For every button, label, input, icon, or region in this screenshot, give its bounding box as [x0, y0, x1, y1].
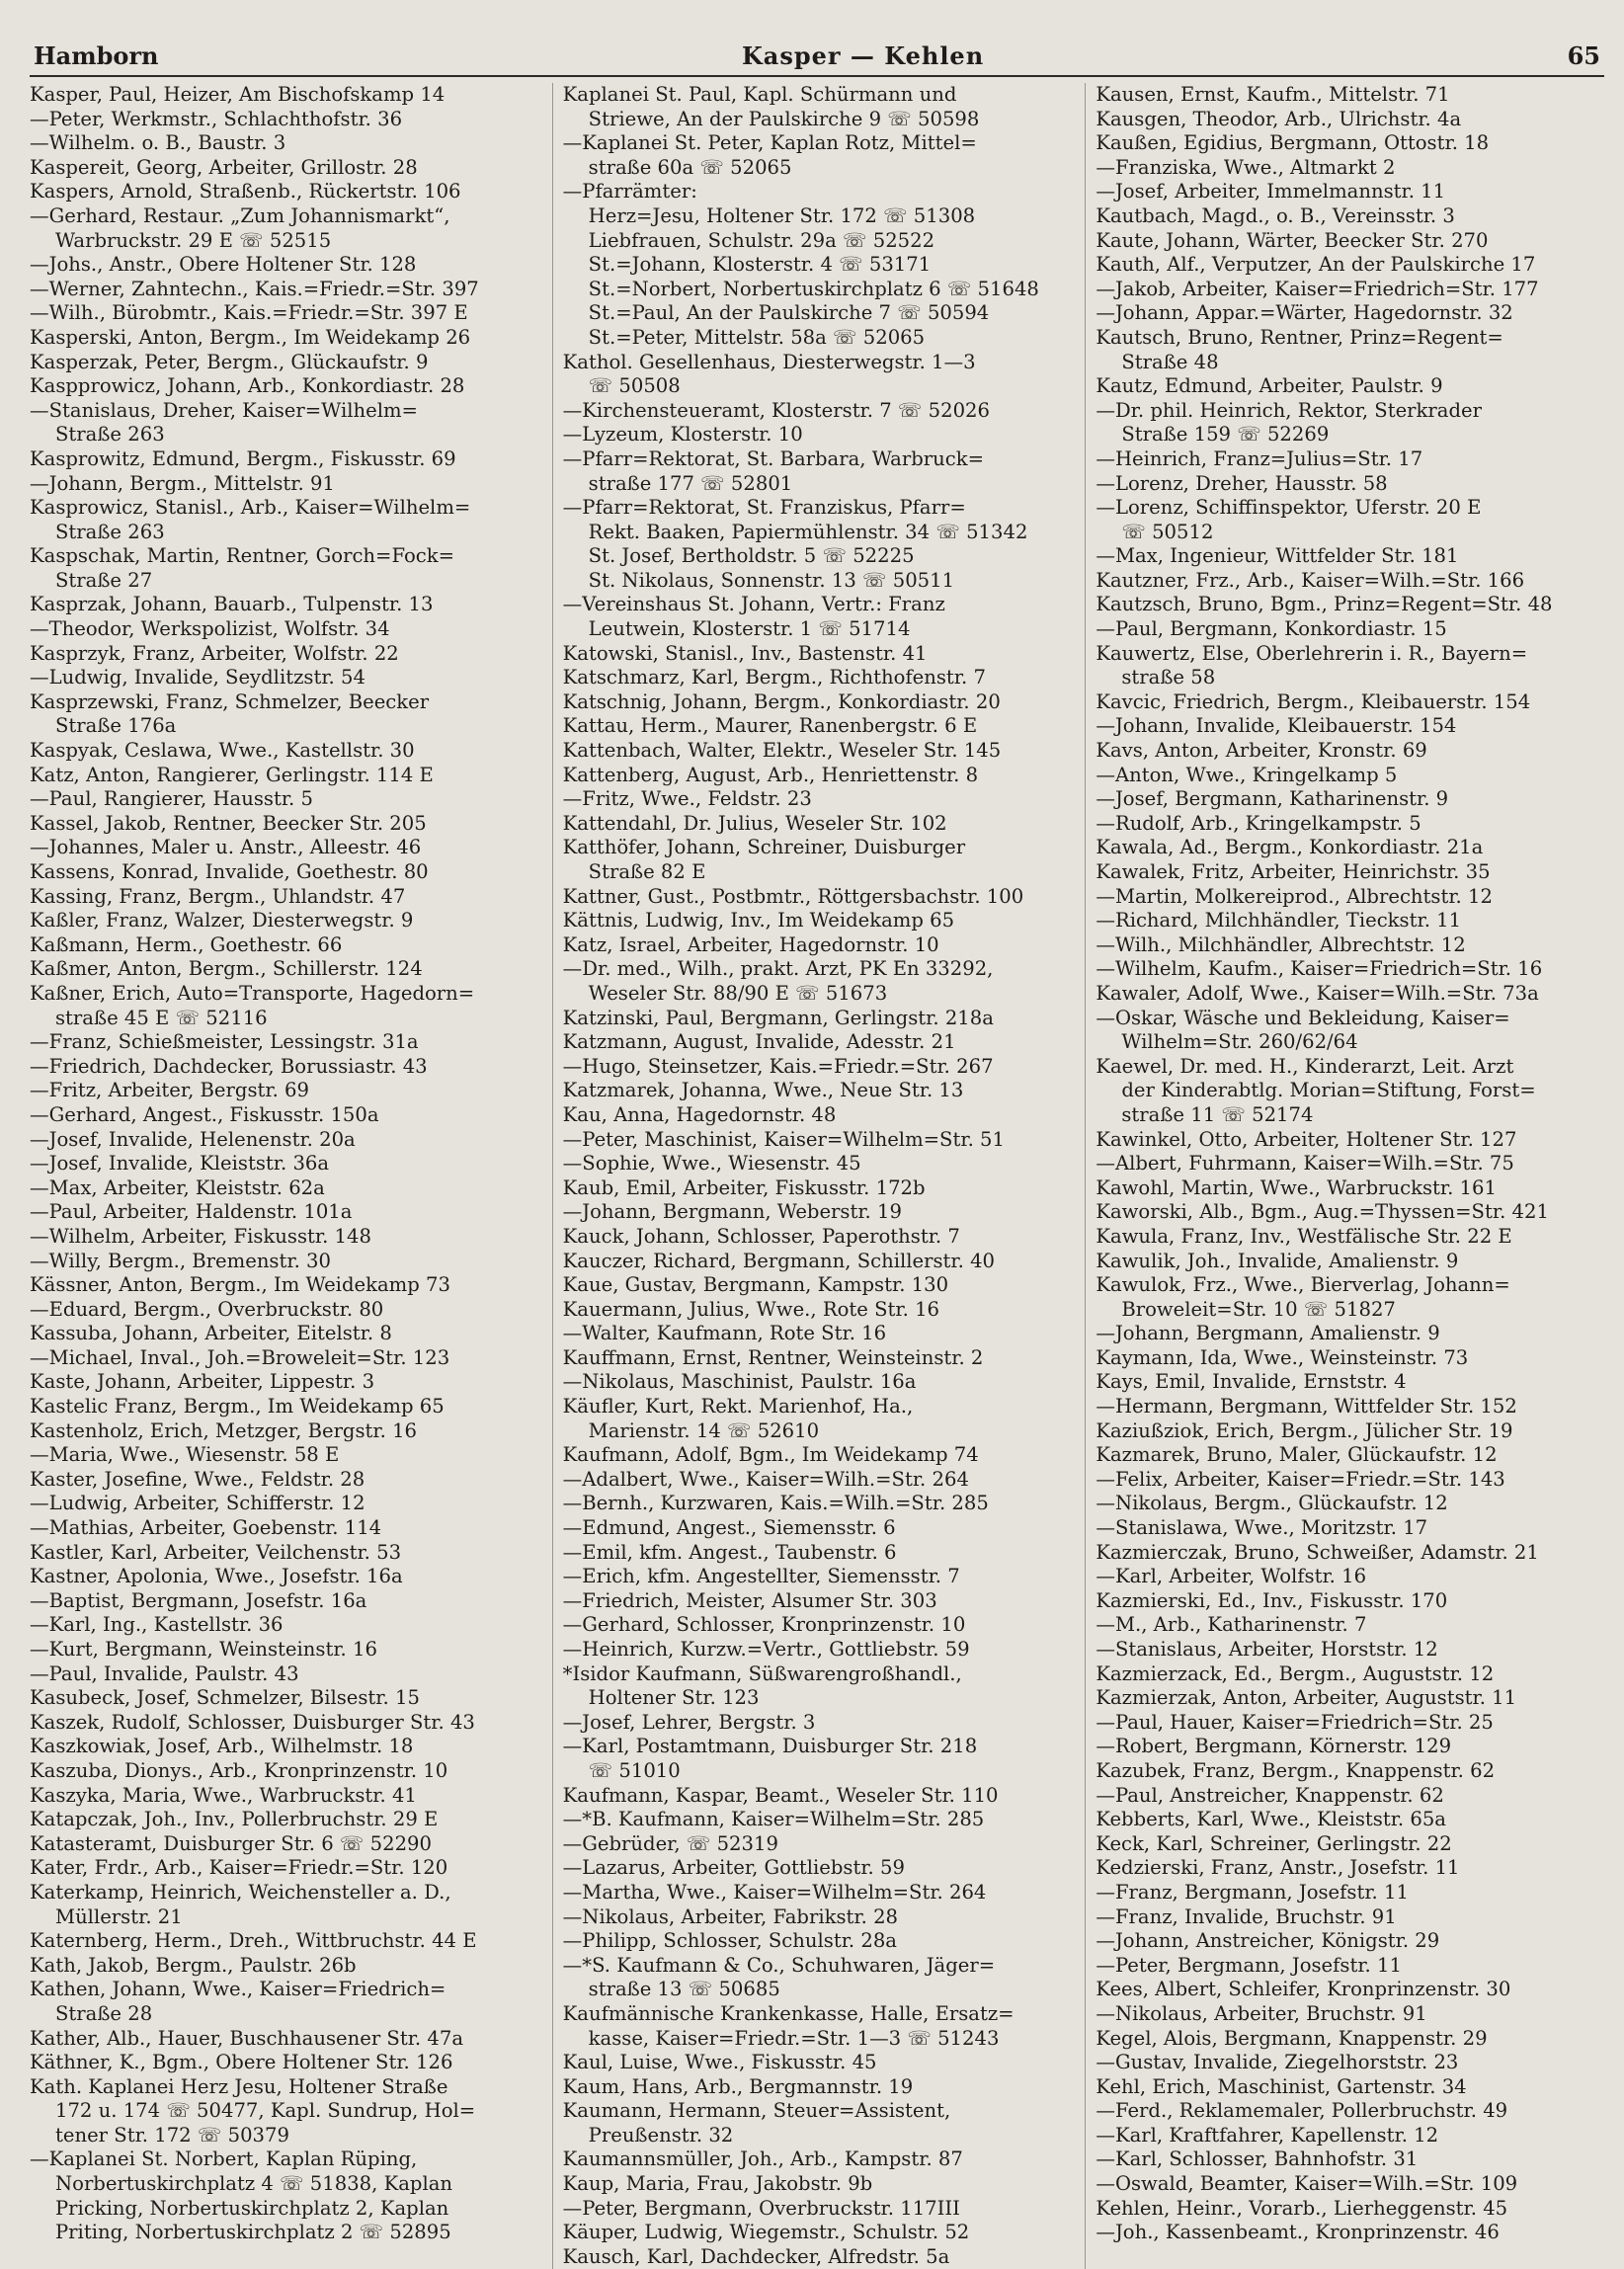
directory-entry-line: Weseler Str. 88/90 E ☏ 51673 [588, 981, 888, 1005]
directory-entry-line: Katschmarz, Karl, Bergm., Richthofenstr. 7 [562, 666, 986, 689]
directory-entry-line: Katzmann, August, Invalide, Adesstr. 21 [562, 1030, 956, 1054]
directory-entry-line: Straße 28 [55, 2001, 153, 2025]
directory-entry-line: *Isidor Kaufmann, Süßwarengroßhandl., [562, 1661, 962, 1685]
directory-entry-line: Kaumann, Hermann, Steuer=Assistent, [562, 2099, 951, 2123]
directory-entry-line: —Karl, Postamtmann, Duisburger Str. 218 [562, 1735, 978, 1758]
directory-entry-line: Rekt. Baaken, Papiermühlenstr. 34 ☏ 51342 [588, 520, 1028, 543]
directory-entry-line: —Nikolaus, Bergm., Glückaufstr. 12 [1096, 1492, 1448, 1515]
directory-entry-line: Kaum, Hans, Arb., Bergmannstr. 19 [562, 2074, 914, 2098]
directory-entry-line: Kaumannsmüller, Joh., Arb., Kampstr. 87 [562, 2147, 963, 2171]
directory-entry-line: Katz, Anton, Rangierer, Gerlingstr. 114 E [30, 763, 434, 786]
directory-entry-line: —Johann, Bergmann, Amalienstr. 9 [1096, 1322, 1440, 1345]
directory-entry-line: —Paul, Anstreicher, Knappenstr. 62 [1096, 1783, 1444, 1807]
directory-entry-line: Straße 82 E [588, 860, 706, 883]
directory-entry-line: ☏ 50508 [588, 374, 681, 398]
directory-entry-line: Katasteramt, Duisburger Str. 6 ☏ 52290 [30, 1831, 432, 1855]
directory-entry-line: Kättnis, Ludwig, Inv., Im Weidekamp 65 [562, 909, 955, 932]
directory-entry-line: Kaste, Johann, Arbeiter, Lippestr. 3 [30, 1370, 375, 1394]
directory-entry-line: Katerkamp, Heinrich, Weichensteller a. D., [30, 1880, 451, 1904]
directory-entry-line: Kaszuba, Dionys., Arb., Kronprinzenstr. 10 [30, 1758, 448, 1782]
directory-entry-line: —Walter, Kaufmann, Rote Str. 16 [562, 1322, 887, 1345]
directory-entry-line: Kaszkowiak, Josef, Arb., Wilhelmstr. 18 [30, 1735, 414, 1758]
directory-entry-line: —Max, Arbeiter, Kleiststr. 62a [30, 1175, 325, 1199]
directory-entry-line: Kawulok, Frz., Wwe., Bierverlag, Johann= [1096, 1273, 1510, 1297]
directory-entry-line: —Albert, Fuhrmann, Kaiser=Wilh.=Str. 75 [1096, 1152, 1514, 1175]
directory-entry-line: —Kaplanei St. Norbert, Kaplan Rüping, [30, 2147, 418, 2171]
directory-entry-line: —Richard, Milchhändler, Tieckstr. 11 [1096, 909, 1462, 932]
directory-entry-line: Kavs, Anton, Arbeiter, Kronstr. 69 [1096, 739, 1427, 763]
directory-entry-line: Kaute, Johann, Wärter, Beecker Str. 270 [1096, 228, 1489, 252]
directory-entry-line: Marienstr. 14 ☏ 52610 [588, 1418, 820, 1442]
directory-entry-line: Kaußen, Egidius, Bergmann, Ottostr. 18 [1096, 131, 1490, 155]
directory-entry-line: Kässner, Anton, Bergm., Im Weidekamp 73 [30, 1273, 450, 1297]
directory-entry-line: —Paul, Rangierer, Hausstr. 5 [30, 787, 313, 811]
directory-entry-line: —Johannes, Maler u. Anstr., Alleestr. 46 [30, 836, 422, 859]
directory-entry-line: —Pfarr=Rektorat, St. Barbara, Warbruck= [562, 446, 985, 470]
directory-entry-line: —Pfarr=Rektorat, St. Franziskus, Pfarr= [562, 496, 966, 520]
directory-entry-line: Kausen, Ernst, Kaufm., Mittelstr. 71 [1096, 83, 1450, 106]
directory-entry-line: —Paul, Arbeiter, Haldenstr. 101a [30, 1200, 353, 1224]
directory-entry-line: Kehlen, Heinr., Vorarb., Lierheggenstr. 45 [1096, 2196, 1508, 2220]
directory-entry-line: —Bernh., Kurzwaren, Kais.=Wilh.=Str. 285 [562, 1492, 989, 1515]
directory-entry-line: Holtener Str. 123 [588, 1686, 760, 1710]
directory-entry-line: Kasper, Paul, Heizer, Am Bischofskamp 14 [30, 83, 446, 106]
directory-entry-line: Kautz, Edmund, Arbeiter, Paulstr. 9 [1096, 374, 1443, 398]
directory-entry-line: Kawaler, Adolf, Wwe., Kaiser=Wilh.=Str. 73a [1096, 981, 1539, 1005]
header-range: Kasper — Kehlen [741, 41, 985, 70]
directory-entry-line: Kauczer, Richard, Bergmann, Schillerstr. 40 [562, 1249, 995, 1272]
directory-entry-line: Kaßmann, Herm., Goethestr. 66 [30, 932, 343, 956]
directory-entry-line: Kauermann, Julius, Wwe., Rote Str. 16 [562, 1297, 940, 1321]
directory-entry-line: —Paul, Hauer, Kaiser=Friedrich=Str. 25 [1096, 1710, 1494, 1734]
directory-entry-line: Kastelic Franz, Bergm., Im Weidekamp 65 [30, 1395, 445, 1418]
directory-entry-line: Müllerstr. 21 [55, 1904, 183, 1928]
directory-entry-line: —Wilh., Milchhändler, Albrechtstr. 12 [1096, 932, 1466, 956]
directory-entry-line: Kastler, Karl, Arbeiter, Veilchenstr. 53 [30, 1540, 402, 1564]
directory-entry-line: Kautsch, Bruno, Rentner, Prinz=Regent= [1096, 325, 1503, 349]
directory-entry-line: —Gerhard, Schlosser, Kronprinzenstr. 10 [562, 1613, 966, 1637]
directory-entry-line: —Vereinshaus St. Johann, Vertr.: Franz [562, 593, 945, 616]
directory-entry-line: —Josef, Lehrer, Bergstr. 3 [562, 1710, 816, 1734]
directory-entry-line: —Josef, Invalide, Kleiststr. 36a [30, 1152, 330, 1175]
directory-entry-line: Kawalek, Fritz, Arbeiter, Heinrichstr. 35 [1096, 860, 1491, 883]
directory-entry-line: kasse, Kaiser=Friedr.=Str. 1—3 ☏ 51243 [588, 2026, 1000, 2050]
directory-entry-line: —Sophie, Wwe., Wiesenstr. 45 [562, 1152, 861, 1175]
directory-entry-line: —Wilhelm, Arbeiter, Fiskusstr. 148 [30, 1224, 371, 1248]
directory-entry-line: —Wilhelm, Kaufm., Kaiser=Friedrich=Str. 16 [1096, 957, 1543, 981]
directory-entry-line: St.=Johann, Klosterstr. 4 ☏ 53171 [588, 253, 932, 277]
directory-entry-line: —Hermann, Bergmann, Wittfelder Str. 152 [1096, 1395, 1517, 1418]
directory-entry-line: Kaspers, Arnold, Straßenb., Rückertstr. 106 [30, 180, 461, 203]
directory-entry-line: Kaymann, Ida, Wwe., Weinsteinstr. 73 [1096, 1345, 1469, 1369]
directory-entry-line: Striewe, An der Paulskirche 9 ☏ 50598 [588, 107, 980, 130]
directory-entry-line: —Theodor, Werkspolizist, Wolfstr. 34 [30, 617, 390, 641]
directory-entry-line: —Ludwig, Arbeiter, Schifferstr. 12 [30, 1492, 365, 1515]
directory-entry-line: Kazubek, Franz, Bergm., Knappenstr. 62 [1096, 1758, 1496, 1782]
directory-entry-line: Kees, Albert, Schleifer, Kronprinzenstr. 30 [1096, 1978, 1511, 2001]
directory-entry-line: Kawohl, Martin, Wwe., Warbruckstr. 161 [1096, 1175, 1497, 1199]
directory-entry-line: Kassing, Franz, Bergm., Uhlandstr. 47 [30, 884, 406, 908]
directory-entry-line: —Johann, Anstreicher, Königstr. 29 [1096, 1929, 1440, 1953]
directory-entry-line: —Pfarrämter: [562, 180, 697, 203]
directory-entry-line: straße 58 [1121, 666, 1216, 689]
directory-entry-line: —Mathias, Arbeiter, Goebenstr. 114 [30, 1516, 382, 1540]
directory-entry-line: Kawula, Franz, Inv., Westfälische Str. 22 E [1096, 1224, 1512, 1248]
directory-entry-line: Kautzner, Frz., Arb., Kaiser=Wilh.=Str. 166 [1096, 568, 1525, 592]
directory-entry-line: —Fritz, Wwe., Feldstr. 23 [562, 787, 812, 811]
directory-entry-line: Warbruckstr. 29 E ☏ 52515 [55, 228, 332, 252]
directory-entry-line: —Gustav, Invalide, Ziegelhorststr. 23 [1096, 2051, 1459, 2074]
directory-entry-line: Kehl, Erich, Maschinist, Gartenstr. 34 [1096, 2074, 1467, 2098]
directory-entry-line: —Werner, Zahntechn., Kais.=Friedr.=Str. 397 [30, 277, 479, 300]
directory-entry-line: Kaßmer, Anton, Bergm., Schillerstr. 124 [30, 957, 423, 981]
directory-entry-line: Kaßner, Erich, Auto=Transporte, Hagedorn= [30, 981, 475, 1005]
directory-entry-line: —Peter, Werkmstr., Schlachthofstr. 36 [30, 107, 403, 130]
directory-entry-line: Kausgen, Theodor, Arb., Ulrichstr. 4a [1096, 107, 1462, 130]
directory-entry-line: Kattenbach, Walter, Elektr., Weseler Str. 145 [562, 739, 1002, 763]
directory-entry-line: Kasperski, Anton, Bergm., Im Weidekamp 26 [30, 325, 471, 349]
directory-entry-line: —Jakob, Arbeiter, Kaiser=Friedrich=Str. 177 [1096, 277, 1539, 300]
directory-entry-line: Priting, Norbertuskirchplatz 2 ☏ 52895 [55, 2221, 451, 2244]
directory-entry-line: —Paul, Invalide, Paulstr. 43 [30, 1661, 299, 1685]
directory-entry-line: Straße 263 [55, 520, 165, 543]
directory-entry-line: —Heinrich, Franz=Julius=Str. 17 [1096, 446, 1423, 470]
directory-entry-line: Kasprzewski, Franz, Schmelzer, Beecker [30, 689, 430, 713]
directory-entry-line: Kaspereit, Georg, Arbeiter, Grillostr. 28 [30, 155, 418, 179]
directory-entry-line: Herz=Jesu, Holtener Str. 172 ☏ 51308 [588, 203, 976, 227]
directory-entry-line: Kauth, Alf., Verputzer, An der Paulskirche 17 [1096, 253, 1536, 277]
directory-entry-line: Kathol. Gesellenhaus, Diesterwegstr. 1—3 [562, 350, 976, 373]
directory-entry-line: Kaplanei St. Paul, Kapl. Schürmann und [562, 83, 957, 106]
directory-entry-line: Kaue, Gustav, Bergmann, Kampstr. 130 [562, 1273, 949, 1297]
directory-entry-line: Kaszek, Rudolf, Schlosser, Duisburger Str. 43 [30, 1710, 475, 1734]
column-middle [552, 83, 1072, 2269]
directory-entry-line: —Oskar, Wäsche und Bekleidung, Kaiser= [1096, 1006, 1510, 1029]
directory-entry-line: —Nikolaus, Arbeiter, Fabrikstr. 28 [562, 1904, 899, 1928]
directory-entry-line: Straße 27 [55, 568, 153, 592]
directory-entry-line: straße 11 ☏ 52174 [1121, 1102, 1314, 1126]
directory-entry-line: —Dr. phil. Heinrich, Rektor, Sterkrader [1096, 398, 1482, 422]
directory-entry-line: Kathen, Johann, Wwe., Kaiser=Friedrich= [30, 1978, 447, 2001]
directory-entry-line: —Martha, Wwe., Kaiser=Wilhelm=Str. 264 [562, 1880, 987, 1904]
directory-entry-line: —Lorenz, Schiffinspektor, Uferstr. 20 E [1096, 496, 1482, 520]
directory-entry-line: St.=Norbert, Norbertuskirchplatz 6 ☏ 51648 [588, 277, 1039, 300]
directory-entry-line: Kautbach, Magd., o. B., Vereinsstr. 3 [1096, 203, 1455, 227]
directory-entry-line: Kebberts, Karl, Wwe., Kleiststr. 65a [1096, 1808, 1446, 1831]
directory-entry-line: straße 177 ☏ 52801 [588, 471, 793, 495]
directory-entry-line: Kaub, Emil, Arbeiter, Fiskusstr. 172b [562, 1175, 926, 1199]
directory-entry-line: —*B. Kaufmann, Kaiser=Wilhelm=Str. 285 [562, 1808, 985, 1831]
directory-entry-line: —Edmund, Angest., Siemensstr. 6 [562, 1516, 896, 1540]
directory-entry-line: —Maria, Wwe., Wiesenstr. 58 E [30, 1443, 340, 1467]
directory-entry-line: straße 13 ☏ 50685 [588, 1978, 780, 2001]
directory-entry-line: —Karl, Arbeiter, Wolfstr. 16 [1096, 1565, 1367, 1588]
directory-entry-line: Kaufmännische Krankenkasse, Halle, Ersatz= [562, 2001, 1015, 2025]
directory-entry-line: Kasprzyk, Franz, Arbeiter, Wolfstr. 22 [30, 641, 399, 665]
directory-entry-line: —Joh., Kassenbeamt., Kronprinzenstr. 46 [1096, 2221, 1500, 2244]
directory-entry-line: —Wilhelm. o. B., Baustr. 3 [30, 131, 286, 155]
directory-entry-line: —Stanislaus, Dreher, Kaiser=Wilhelm= [30, 398, 418, 422]
directory-entry-line: —Kirchensteueramt, Klosterstr. 7 ☏ 52026 [562, 398, 990, 422]
directory-entry-line: —Ferd., Reklamemaler, Pollerbruchstr. 49 [1096, 2099, 1508, 2123]
directory-entry-line: Kattendahl, Dr. Julius, Weseler Str. 102 [562, 811, 947, 835]
directory-entry-line: Kavcic, Friedrich, Bergm., Kleibauerstr. 154 [1096, 689, 1531, 713]
directory-entry-line: —Max, Ingenieur, Wittfelder Str. 181 [1096, 544, 1459, 568]
directory-entry-line: straße 60a ☏ 52065 [588, 155, 792, 179]
directory-entry-line: Pricking, Norbertuskirchplatz 2, Kaplan [55, 2196, 449, 2220]
directory-entry-line: Kaspschak, Martin, Rentner, Gorch=Fock= [30, 544, 455, 568]
directory-entry-line: —Josef, Arbeiter, Immelmannstr. 11 [1096, 180, 1446, 203]
directory-entry-line: Kasperzak, Peter, Bergm., Glückaufstr. 9 [30, 350, 429, 373]
directory-entry-line: Norbertuskirchplatz 4 ☏ 51838, Kaplan [55, 2172, 453, 2196]
directory-entry-line: St.=Paul, An der Paulskirche 7 ☏ 50594 [588, 301, 990, 325]
directory-entry-line: —Eduard, Bergm., Overbruckstr. 80 [30, 1297, 384, 1321]
directory-entry-line: Kassel, Jakob, Rentner, Beecker Str. 205 [30, 811, 427, 835]
directory-entry-line: Katz, Israel, Arbeiter, Hagedornstr. 10 [562, 932, 939, 956]
directory-entry-line: —Friedrich, Dachdecker, Borussiastr. 43 [30, 1054, 428, 1078]
directory-entry-line: —Franz, Bergmann, Josefstr. 11 [1096, 1880, 1409, 1904]
directory-entry-line: Straße 263 [55, 423, 165, 446]
directory-entry-line: Kazmierski, Ed., Inv., Fiskusstr. 170 [1096, 1588, 1448, 1612]
header-place: Hamborn [34, 41, 159, 70]
directory-entry-line: —Ludwig, Invalide, Seydlitzstr. 54 [30, 666, 365, 689]
directory-entry-line: ☏ 51010 [588, 1758, 681, 1782]
directory-entry-line: Kazmierzak, Anton, Arbeiter, Auguststr. 11 [1096, 1686, 1517, 1710]
directory-entry-line: Kaszyka, Maria, Wwe., Warbruckstr. 41 [30, 1783, 417, 1807]
directory-entry-line: —Karl, Ing., Kastellstr. 36 [30, 1613, 284, 1637]
directory-entry-line: —Franziska, Wwe., Altmarkt 2 [1096, 155, 1396, 179]
directory-entry-line: Kassuba, Johann, Arbeiter, Eitelstr. 8 [30, 1322, 392, 1345]
directory-entry-line: Leutwein, Klosterstr. 1 ☏ 51714 [588, 617, 911, 641]
directory-entry-line: —Peter, Bergmann, Josefstr. 11 [1096, 1953, 1402, 1977]
directory-entry-line: Kedzierski, Franz, Anstr., Josefstr. 11 [1096, 1856, 1460, 1880]
directory-entry-line: St.=Peter, Mittelstr. 58a ☏ 52065 [588, 325, 926, 349]
directory-entry-line: Kaul, Luise, Wwe., Fiskusstr. 45 [562, 2051, 877, 2074]
directory-entry-line: Kawinkel, Otto, Arbeiter, Holtener Str. 127 [1096, 1127, 1517, 1151]
directory-entry-line: 172 u. 174 ☏ 50477, Kapl. Sundrup, Hol= [55, 2099, 476, 2123]
directory-entry-line: Liebfrauen, Schulstr. 29a ☏ 52522 [588, 228, 935, 252]
directory-entry-line: —Anton, Wwe., Kringelkamp 5 [1096, 763, 1398, 786]
directory-entry-line: Kausch, Karl, Dachdecker, Alfredstr. 5a [562, 2244, 950, 2268]
directory-entry-line: —Stanislaus, Arbeiter, Horststr. 12 [1096, 1638, 1438, 1661]
directory-entry-line: der Kinderabtlg. Morian=Stiftung, Forst= [1121, 1079, 1536, 1102]
directory-entry-line: Preußenstr. 32 [588, 2123, 734, 2147]
directory-entry-line: Kaufmann, Kaspar, Beamt., Weseler Str. 110 [562, 1783, 999, 1807]
directory-entry-line: —Karl, Kraftfahrer, Kapellenstr. 12 [1096, 2123, 1439, 2147]
directory-entry-line: Kauwertz, Else, Oberlehrerin i. R., Bayern= [1096, 641, 1528, 665]
directory-entry-line: —Gerhard, Restaur. „Zum Johannismarkt“, [30, 203, 450, 227]
directory-entry-line: Kazmierzack, Ed., Bergm., Auguststr. 12 [1096, 1661, 1495, 1685]
directory-entry-line: —Stanislawa, Wwe., Moritzstr. 17 [1096, 1516, 1428, 1540]
directory-entry-line: Kattenberg, August, Arb., Henriettenstr. 8 [562, 763, 979, 786]
directory-entry-line: Kather, Alb., Hauer, Buschhausener Str. 47a [30, 2026, 464, 2050]
directory-entry-line: Kaspyak, Ceslawa, Wwe., Kastellstr. 30 [30, 739, 415, 763]
directory-entry-line: Kaßler, Franz, Walzer, Diesterwegstr. 9 [30, 909, 414, 932]
directory-entry-line: Kawala, Ad., Bergm., Konkordiastr. 21a [1096, 836, 1484, 859]
directory-entry-line: —Hugo, Steinsetzer, Kais.=Friedr.=Str. 267 [562, 1054, 994, 1078]
directory-entry-line: —Josef, Invalide, Helenenstr. 20a [30, 1127, 356, 1151]
directory-entry-line: Kays, Emil, Invalide, Ernststr. 4 [1096, 1370, 1407, 1394]
directory-entry-line: Katschnig, Johann, Bergm., Konkordiastr. 20 [562, 689, 1001, 713]
directory-entry-line: —Rudolf, Arb., Kringelkampstr. 5 [1096, 811, 1421, 835]
directory-entry-line: —Gerhard, Angest., Fiskusstr. 150a [30, 1102, 379, 1126]
directory-entry-line: Katapczak, Joh., Inv., Pollerbruchstr. 29 E [30, 1808, 439, 1831]
directory-entry-line: —Wilh., Bürobmtr., Kais.=Friedr.=Str. 397 E [30, 301, 468, 325]
directory-entry-line: —Johann, Invalide, Kleibauerstr. 154 [1096, 714, 1457, 738]
directory-entry-line: —Gebrüder, ☏ 52319 [562, 1831, 778, 1855]
directory-entry-line: Broweleit=Str. 10 ☏ 51827 [1121, 1297, 1396, 1321]
directory-entry-line: Straße 176a [55, 714, 177, 738]
directory-entry-line: —Kaplanei St. Peter, Kaplan Rotz, Mittel= [562, 131, 977, 155]
directory-entry-line: Kasprowitz, Edmund, Bergm., Fiskusstr. 69 [30, 446, 456, 470]
directory-entry-line: Kawulik, Joh., Invalide, Amalienstr. 9 [1096, 1249, 1459, 1272]
directory-entry-line: —Johann, Appar.=Wärter, Hagedornstr. 32 [1096, 301, 1513, 325]
directory-entry-line: Katowski, Stanisl., Inv., Bastenstr. 41 [562, 641, 928, 665]
directory-entry-line: Kaufmann, Adolf, Bgm., Im Weidekamp 74 [562, 1443, 979, 1467]
directory-entry-line: Keck, Karl, Schreiner, Gerlingstr. 22 [1096, 1831, 1452, 1855]
directory-entry-line: Kaworski, Alb., Bgm., Aug.=Thyssen=Str. 421 [1096, 1200, 1549, 1224]
directory-entry-line: —Oswald, Beamter, Kaiser=Wilh.=Str. 109 [1096, 2172, 1518, 2196]
directory-entry-line: —Lorenz, Dreher, Hausstr. 58 [1096, 471, 1388, 495]
directory-entry-line: Kautzsch, Bruno, Bgm., Prinz=Regent=Str. 48 [1096, 593, 1553, 616]
directory-entry-line: —Franz, Invalide, Bruchstr. 91 [1096, 1904, 1397, 1928]
directory-entry-line: —Robert, Bergmann, Körnerstr. 129 [1096, 1735, 1452, 1758]
directory-entry-line: Kaewel, Dr. med. H., Kinderarzt, Leit. Arzt [1096, 1054, 1514, 1078]
column-left [30, 83, 538, 2269]
directory-entry-line: Kegel, Alois, Bergmann, Knappenstr. 29 [1096, 2026, 1488, 2050]
directory-entry-line: Straße 48 [1121, 350, 1219, 373]
directory-entry-line: tener Str. 172 ☏ 50379 [55, 2123, 289, 2147]
directory-entry-line: —Josef, Bergmann, Katharinenstr. 9 [1096, 787, 1449, 811]
directory-entry-line: Kath. Kaplanei Herz Jesu, Holtener Straße [30, 2074, 448, 2098]
directory-entry-line: —Franz, Schießmeister, Lessingstr. 31a [30, 1030, 419, 1054]
directory-entry-line: —Lazarus, Arbeiter, Gottliebstr. 59 [562, 1856, 905, 1880]
directory-entry-line: Katzmarek, Johanna, Wwe., Neue Str. 13 [562, 1079, 964, 1102]
directory-entry-line: —Lyzeum, Klosterstr. 10 [562, 423, 803, 446]
directory-entry-line: Kasubeck, Josef, Schmelzer, Bilsestr. 15 [30, 1686, 420, 1710]
directory-entry-line: Kasprowicz, Stanisl., Arb., Kaiser=Wilhelm= [30, 496, 471, 520]
directory-entry-line: —Peter, Bergmann, Overbruckstr. 117III [562, 2196, 960, 2220]
directory-entry-line: Kaup, Maria, Frau, Jakobstr. 9b [562, 2172, 873, 2196]
column-right [1085, 83, 1604, 2269]
directory-entry-line: Kazmierczak, Bruno, Schweißer, Adamstr. 21 [1096, 1540, 1539, 1564]
page-number: 65 [1567, 41, 1600, 70]
directory-entry-line: Katernberg, Herm., Dreh., Wittbruchstr. 44 E [30, 1929, 477, 1953]
directory-entry-line: straße 45 E ☏ 52116 [55, 1006, 268, 1029]
directory-entry-line: —M., Arb., Katharinenstr. 7 [1096, 1613, 1367, 1637]
directory-entry-line: —Adalbert, Wwe., Kaiser=Wilh.=Str. 264 [562, 1467, 969, 1491]
directory-entry-line: —Kurt, Bergmann, Weinsteinstr. 16 [30, 1638, 377, 1661]
directory-entry-line: —Heinrich, Kurzw.=Vertr., Gottliebstr. 59 [562, 1638, 970, 1661]
directory-entry-line: —Martin, Molkereiprod., Albrechtstr. 12 [1096, 884, 1493, 908]
directory-entry-line: Kaspprowicz, Johann, Arb., Konkordiastr. 28 [30, 374, 465, 398]
directory-entry-line: Kasprzak, Johann, Bauarb., Tulpenstr. 13 [30, 593, 434, 616]
directory-entry-line: Kastner, Apolonia, Wwe., Josefstr. 16a [30, 1565, 403, 1588]
directory-entry-line: Wilhelm=Str. 260/62/64 [1121, 1030, 1358, 1054]
directory-entry-line: Kassens, Konrad, Invalide, Goethestr. 80 [30, 860, 429, 883]
directory-entry-line: —Baptist, Bergmann, Josefstr. 16a [30, 1588, 367, 1612]
directory-entry-line: —Felix, Arbeiter, Kaiser=Friedr.=Str. 143 [1096, 1467, 1505, 1491]
directory-entry-line: —Johann, Bergmann, Weberstr. 19 [562, 1200, 902, 1224]
directory-entry-line: —Paul, Bergmann, Konkordiastr. 15 [1096, 617, 1447, 641]
directory-entry-line: Käufler, Kurt, Rekt. Marienhof, Ha., [562, 1395, 914, 1418]
directory-entry-line: —Nikolaus, Maschinist, Paulstr. 16a [562, 1370, 917, 1394]
directory-entry-line: —Johs., Anstr., Obere Holtener Str. 128 [30, 253, 417, 277]
directory-entry-line: —Emil, kfm. Angest., Taubenstr. 6 [562, 1540, 897, 1564]
directory-entry-line: Katthöfer, Johann, Schreiner, Duisburger [562, 836, 966, 859]
entry-columns [30, 83, 1604, 2269]
directory-entry-line: Kastenholz, Erich, Metzger, Bergstr. 16 [30, 1418, 418, 1442]
directory-entry-line: —Peter, Maschinist, Kaiser=Wilhelm=Str. 51 [562, 1127, 1005, 1151]
directory-entry-line: —Johann, Bergm., Mittelstr. 91 [30, 471, 335, 495]
directory-entry-line: Kattau, Herm., Maurer, Ranenbergstr. 6 E [562, 714, 978, 738]
directory-entry-line: Kauffmann, Ernst, Rentner, Weinsteinstr. 2 [562, 1345, 984, 1369]
directory-entry-line: —Philipp, Schlosser, Schulstr. 28a [562, 1929, 897, 1953]
directory-entry-line: ☏ 50512 [1121, 520, 1214, 543]
directory-entry-line: Kaziußziok, Erich, Bergm., Jülicher Str. 19 [1096, 1418, 1513, 1442]
directory-entry-line: Kauck, Johann, Schlosser, Paperothstr. 7 [562, 1224, 960, 1248]
directory-entry-line: Käthner, K., Bgm., Obere Holtener Str. 126 [30, 2051, 453, 2074]
directory-entry-line: Straße 159 ☏ 52269 [1121, 423, 1330, 446]
directory-entry-line: —Michael, Inval., Joh.=Broweleit=Str. 123 [30, 1345, 450, 1369]
directory-entry-line: Kaster, Josefine, Wwe., Feldstr. 28 [30, 1467, 365, 1491]
page-header [30, 41, 1604, 77]
directory-entry-line: —Willy, Bergm., Bremenstr. 30 [30, 1249, 331, 1272]
directory-entry-line: St. Nikolaus, Sonnenstr. 13 ☏ 50511 [588, 568, 955, 592]
directory-entry-line: —*S. Kaufmann & Co., Schuhwaren, Jäger= [562, 1953, 996, 1977]
directory-entry-line: St. Josef, Bertholdstr. 5 ☏ 52225 [588, 544, 915, 568]
directory-entry-line: —Fritz, Arbeiter, Bergstr. 69 [30, 1079, 309, 1102]
directory-entry-line: Katzinski, Paul, Bergmann, Gerlingstr. 218a [562, 1006, 994, 1029]
directory-entry-line: Kater, Frdr., Arb., Kaiser=Friedr.=Str. 120 [30, 1856, 448, 1880]
directory-entry-line: Kath, Jakob, Bergm., Paulstr. 26b [30, 1953, 357, 1977]
directory-entry-line: —Nikolaus, Arbeiter, Bruchstr. 91 [1096, 2001, 1427, 2025]
directory-entry-line: Kau, Anna, Hagedornstr. 48 [562, 1102, 837, 1126]
directory-entry-line: —Friedrich, Meister, Alsumer Str. 303 [562, 1588, 937, 1612]
directory-entry-line: —Karl, Schlosser, Bahnhofstr. 31 [1096, 2147, 1419, 2171]
directory-entry-line: —Dr. med., Wilh., prakt. Arzt, PK En 33292, [562, 957, 994, 981]
directory-entry-line: Käuper, Ludwig, Wiegemstr., Schulstr. 52 [562, 2221, 970, 2244]
directory-entry-line: Kazmarek, Bruno, Maler, Glückaufstr. 12 [1096, 1443, 1498, 1467]
directory-entry-line: —Erich, kfm. Angestellter, Siemensstr. 7 [562, 1565, 960, 1588]
directory-entry-line: Kattner, Gust., Postbmtr., Röttgersbachstr. 100 [562, 884, 1024, 908]
